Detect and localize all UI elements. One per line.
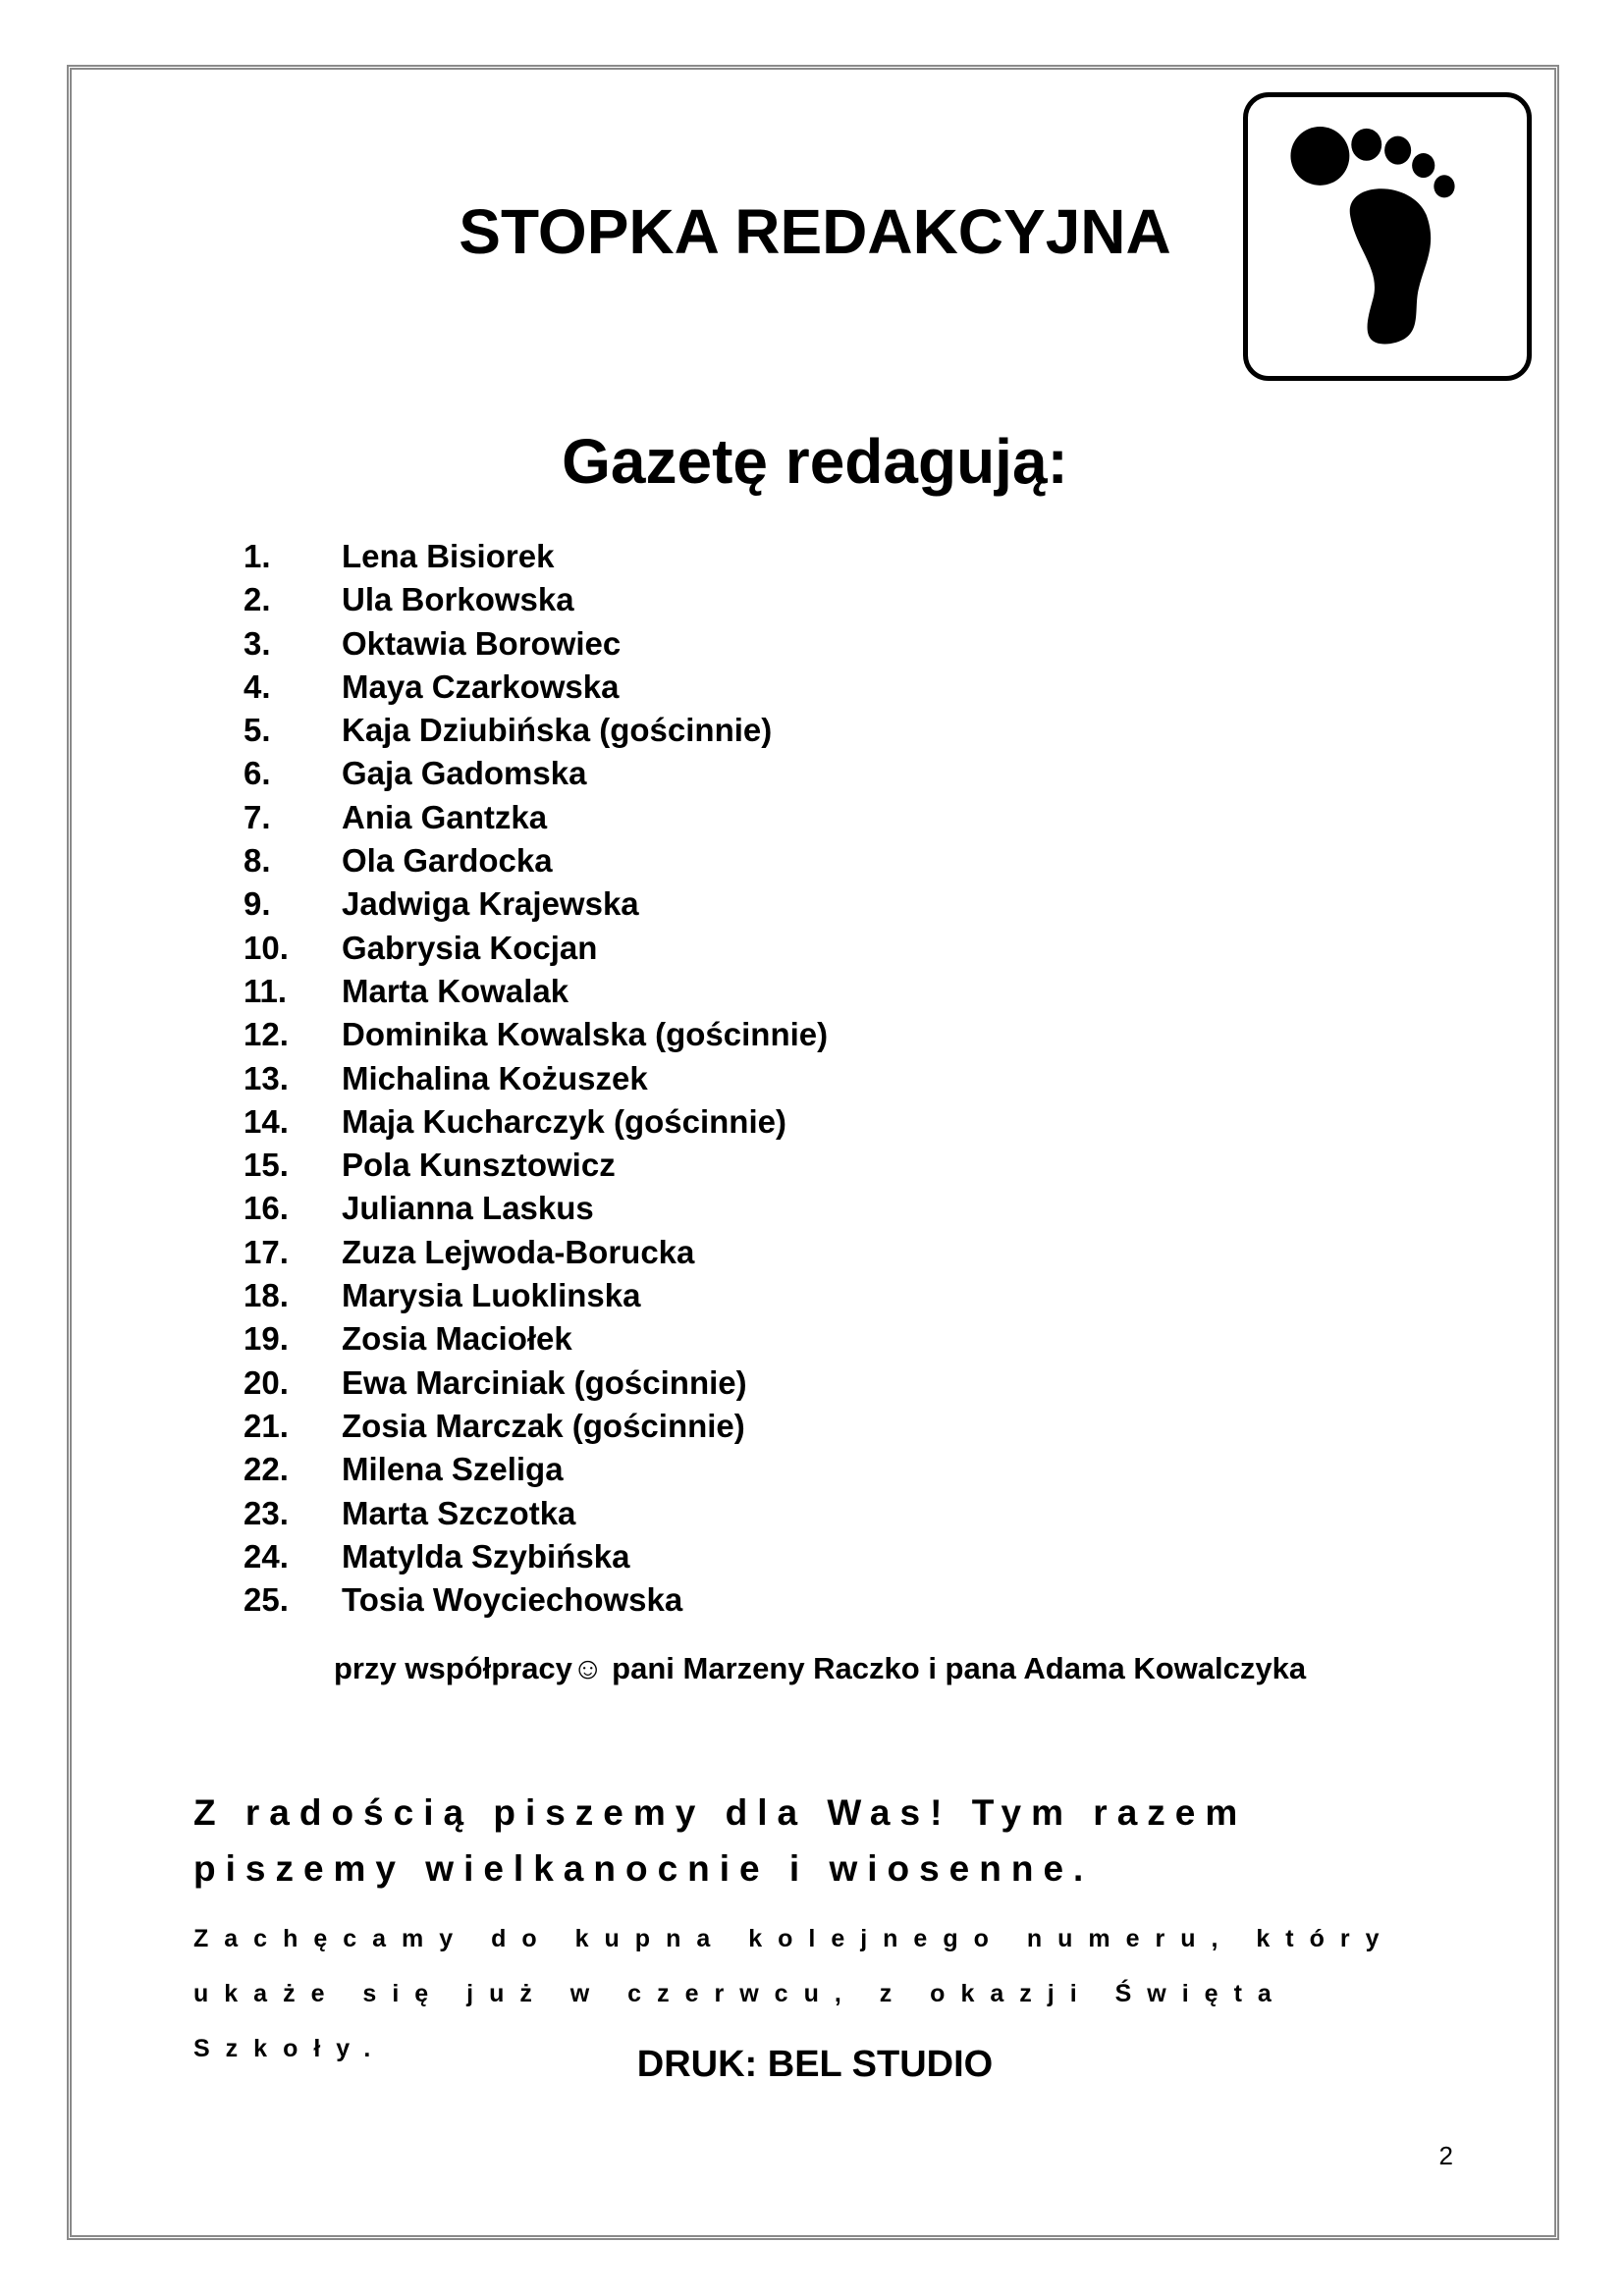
- list-item-number: 3.: [244, 624, 271, 662]
- footprint-logo: [1243, 92, 1532, 381]
- list-item: [244, 1057, 828, 1100]
- list-item-name: Matylda Szybińska: [342, 1537, 630, 1575]
- list-item-number: 20.: [244, 1363, 289, 1401]
- list-item: [244, 796, 828, 839]
- footprint-icon: [1248, 97, 1527, 376]
- list-item: [244, 1187, 828, 1230]
- list-item: [244, 578, 828, 621]
- list-item-number: 10.: [244, 929, 289, 966]
- list-item-number: 14.: [244, 1102, 289, 1140]
- list-item-number: 6.: [244, 755, 271, 792]
- list-item-number: 7.: [244, 798, 271, 835]
- list-item-number: 9.: [244, 885, 271, 923]
- list-item-number: 25.: [244, 1581, 289, 1619]
- page-number: 2: [1438, 2141, 1453, 2170]
- list-item-number: 17.: [244, 1233, 289, 1270]
- list-item-number: 5.: [244, 712, 271, 749]
- list-item-number: 1.: [244, 538, 271, 574]
- list-item-name: Zosia Marczak (gościnnie): [342, 1407, 745, 1444]
- list-item-number: 23.: [244, 1494, 289, 1531]
- list-item-name: Tosia Woyciechowska: [342, 1581, 683, 1619]
- list-item-name: Dominika Kowalska (gościnnie): [342, 1016, 829, 1053]
- list-item-name: Pola Kunsztowicz: [342, 1147, 616, 1184]
- list-item-name: Marysia Luoklinska: [342, 1277, 641, 1314]
- list-item-number: 4.: [244, 667, 271, 705]
- list-item-name: Ola Gardocka: [342, 842, 553, 880]
- message-paragraph: Z radością piszemy dla Was! Tym razem piszemy wielkanocnie i wiosenne.: [193, 1792, 1248, 1889]
- list-item: [244, 1448, 828, 1491]
- list-item-name: Kaja Dziubińska (gościnnie): [342, 712, 773, 749]
- list-item-name: Maya Czarkowska: [342, 667, 620, 705]
- list-item-number: 15.: [244, 1147, 289, 1184]
- list-item-name: Julianna Laskus: [342, 1190, 594, 1227]
- list-item: [244, 970, 828, 1013]
- list-item: [244, 709, 828, 752]
- list-item: [244, 1535, 828, 1578]
- list-item-name: Marta Szczotka: [342, 1494, 576, 1531]
- list-item-name: Zuza Lejwoda-Borucka: [342, 1233, 695, 1270]
- list-item-number: 19.: [244, 1320, 289, 1358]
- list-item-name: Lena Bisiorek: [342, 538, 555, 574]
- list-item-name: Gaja Gadomska: [342, 755, 587, 792]
- print-credit: DRUK: BEL STUDIO: [636, 2044, 994, 2085]
- list-item-name: Oktawia Borowiec: [342, 624, 622, 662]
- list-item-number: 12.: [244, 1016, 289, 1053]
- list-item: [244, 927, 828, 970]
- list-item-number: 11.: [244, 972, 288, 1009]
- list-item-name: Jadwiga Krajewska: [342, 885, 639, 923]
- list-item: [244, 1317, 828, 1361]
- list-item: [244, 882, 828, 926]
- list-item: [244, 1231, 828, 1274]
- list-item: [244, 1405, 828, 1448]
- list-item-name: Ula Borkowska: [342, 581, 574, 618]
- list-item-name: Ania Gantzka: [342, 798, 548, 835]
- list-item: [244, 1362, 828, 1405]
- list-item: [244, 839, 828, 882]
- list-item: [244, 666, 828, 709]
- list-item: [244, 1492, 828, 1535]
- editors-list: [244, 535, 828, 1622]
- list-item: [244, 752, 828, 795]
- list-item-number: 22.: [244, 1451, 289, 1488]
- list-item: [244, 1144, 828, 1187]
- list-item-name: Marta Kowalak: [342, 972, 569, 1009]
- list-item: [244, 622, 828, 666]
- list-item-name: Zosia Maciołek: [342, 1320, 572, 1358]
- list-item-name: Michalina Kożuszek: [342, 1059, 648, 1096]
- list-item-number: 2.: [244, 581, 271, 618]
- list-item-number: 13.: [244, 1059, 289, 1096]
- list-item-name: Ewa Marciniak (gościnnie): [342, 1363, 747, 1401]
- list-item-name: Milena Szeliga: [342, 1451, 564, 1488]
- list-item-name: Gabrysia Kocjan: [342, 929, 598, 966]
- list-item-number: 24.: [244, 1537, 289, 1575]
- list-item-number: 18.: [244, 1277, 289, 1314]
- list-item-number: 21.: [244, 1407, 289, 1444]
- list-item: [244, 1578, 828, 1622]
- list-item-number: 16.: [244, 1190, 289, 1227]
- list-item: [244, 1100, 828, 1144]
- list-item-number: 8.: [244, 842, 271, 880]
- list-item: [244, 535, 828, 578]
- list-item: [244, 1013, 828, 1056]
- cooperation-note: przy współpracy☺ pani Marzeny Raczko i pana Adama Kowalczyka: [334, 1651, 1307, 1685]
- page-title: STOPKA REDAKCYJNA: [459, 196, 1171, 267]
- list-item: [244, 1274, 828, 1317]
- editors-heading: Gazetę redagują:: [562, 426, 1068, 497]
- invitation-paragraph: Zachęcamy do kupna kolejnego numeru, który ukaże się już w czerwcu, z okazji Święta Szkoły.: [193, 1925, 1395, 2062]
- list-item-name: Maja Kucharczyk (gościnnie): [342, 1102, 786, 1140]
